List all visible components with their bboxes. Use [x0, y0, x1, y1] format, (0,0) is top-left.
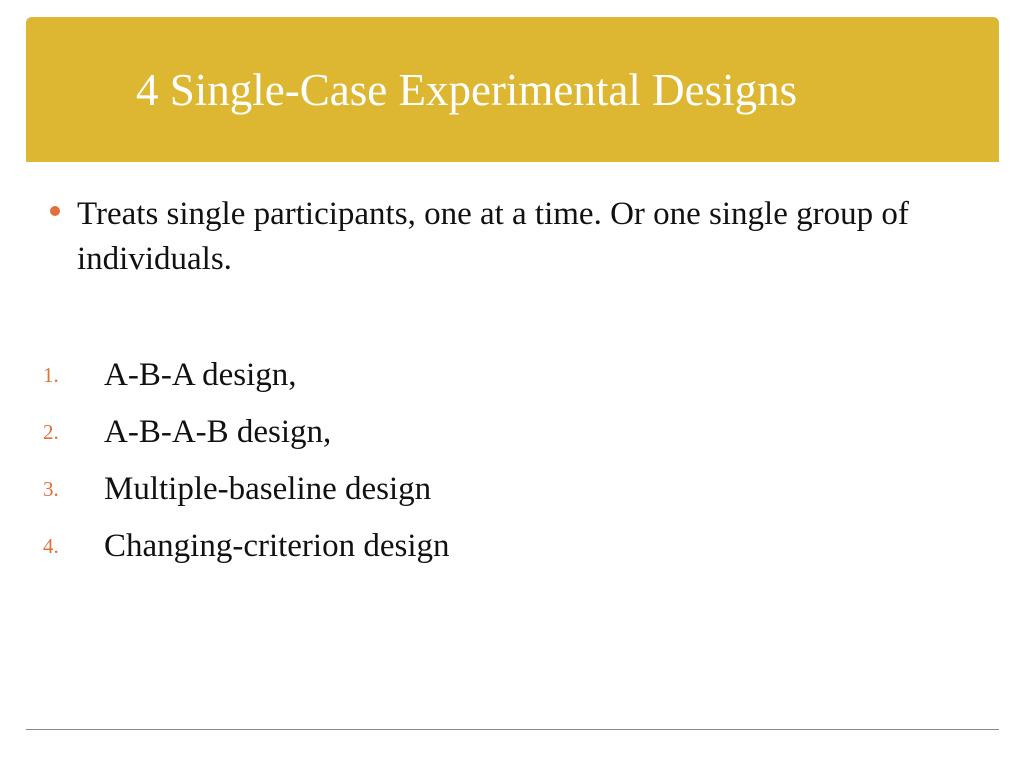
list-item-number: 1. [43, 363, 59, 387]
list-item-text: A-B-A design, [104, 357, 297, 393]
list-item-text: Multiple-baseline design [104, 471, 432, 507]
list-item-text: Changing-criterion design [104, 528, 450, 564]
list-item-text: A-B-A-B design, [104, 414, 332, 450]
list-item-number: 4. [43, 534, 59, 558]
footer-divider [26, 729, 999, 730]
bullet-item [50, 192, 950, 282]
list-item-number: 2. [43, 420, 59, 444]
list-item-number: 3. [43, 477, 59, 501]
bullet-dot-icon [50, 206, 60, 216]
bullet-text: Treats single participants, one at a time. Or one single group of individuals. [77, 196, 909, 277]
slide-title: 4 Single-Case Experimental Designs [136, 65, 798, 115]
